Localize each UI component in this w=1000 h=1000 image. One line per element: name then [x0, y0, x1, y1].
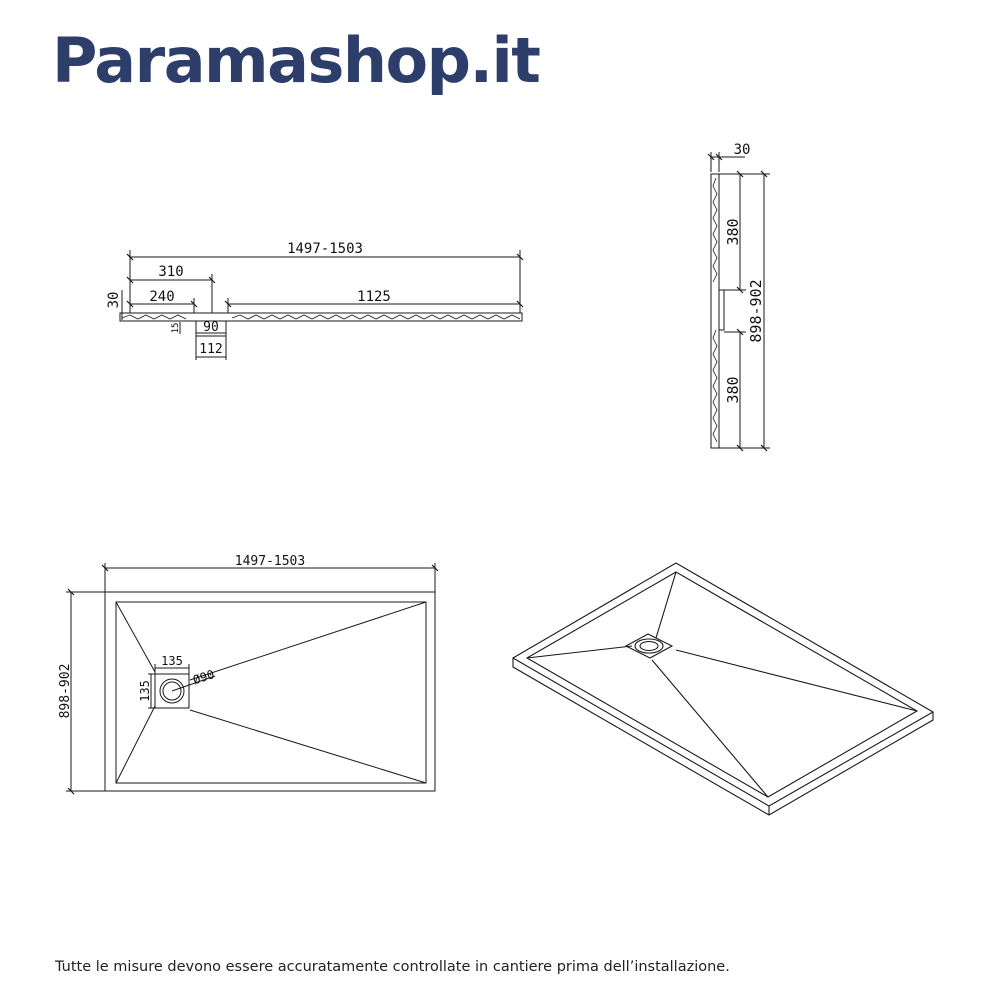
drain-box-height-label: 135 — [138, 680, 152, 702]
isometric-view — [513, 563, 933, 815]
top-view — [66, 563, 438, 794]
tray-body-short — [711, 174, 719, 448]
side-long-112-label: 112 — [199, 342, 223, 357]
tray-texture — [122, 315, 520, 319]
iso-drain-box — [626, 634, 672, 658]
side-short-380-top-label: 380 — [724, 218, 742, 246]
drain-box-width-label: 135 — [161, 654, 183, 668]
side-long-overall-label: 1497-1503 — [287, 241, 363, 257]
tray-texture-short — [713, 178, 717, 442]
side-long-310-label: 310 — [158, 264, 184, 280]
side-long-1125-label: 1125 — [357, 289, 391, 305]
side-long-90-label: 90 — [203, 320, 219, 335]
side-long-240-label: 240 — [149, 289, 175, 305]
side-short-380-bottom-label: 380 — [724, 376, 742, 404]
top-length-label: 1497-1503 — [234, 554, 306, 569]
side-long-15-label: 15 — [171, 322, 181, 334]
side-short-overall-label: 898-902 — [747, 279, 765, 343]
top-width-label: 898-902 — [58, 663, 73, 719]
brand-logo-text: Paramashop.it — [52, 24, 540, 97]
side-long-30-label: 30 — [106, 291, 122, 309]
side-short-30-label: 30 — [733, 142, 751, 158]
footnote-disclaimer: Tutte le misure devono essere accuratamente controllate in cantiere prima dell’installazione. — [55, 959, 730, 975]
tray-side-faces — [513, 658, 933, 815]
tray-body-side — [120, 313, 522, 321]
drain-diameter-label: Ø90 — [191, 667, 217, 688]
